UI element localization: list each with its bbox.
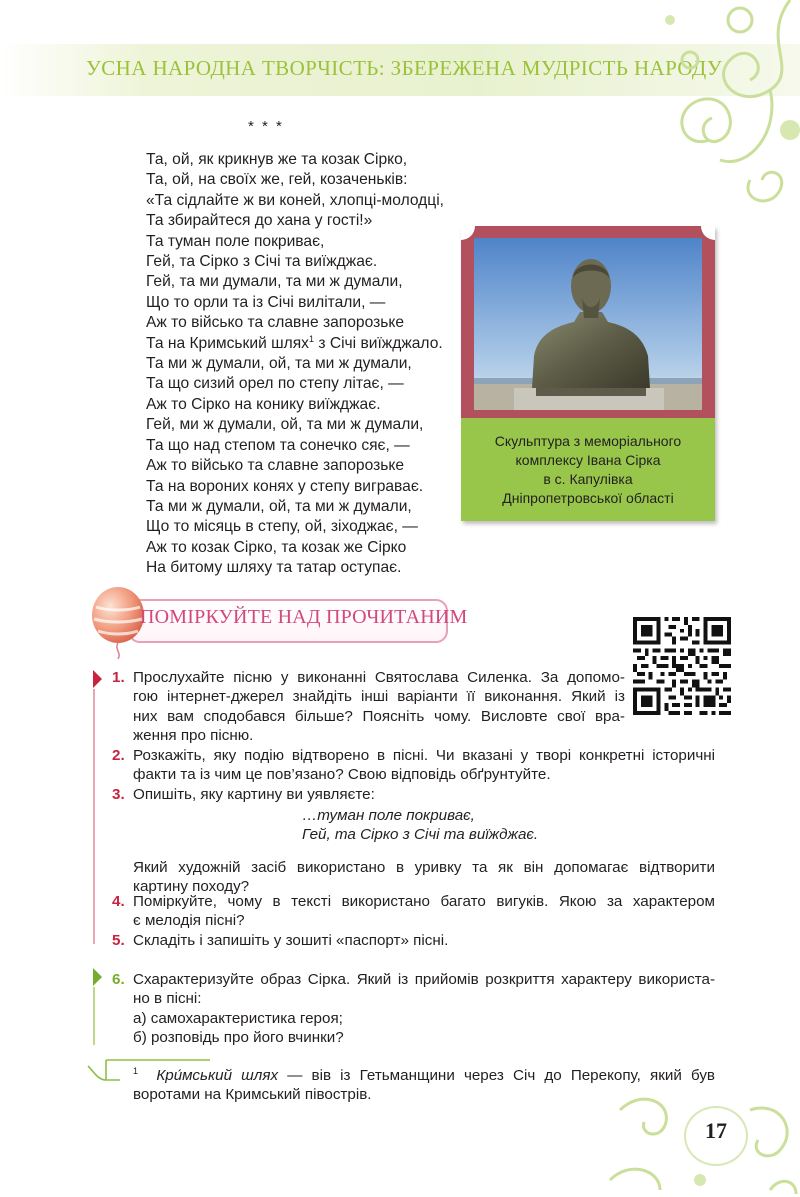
question-number: 4.	[112, 893, 125, 910]
question-line: Складіть і запишіть у зошиті «паспорт» пісні.	[133, 932, 449, 949]
poem-line: На битому шляху та татар оступає.	[146, 559, 402, 577]
caption-line: в с. Капулівка	[543, 470, 633, 487]
poem-line: Та ми ж думали, ой, та ми ж думали,	[146, 497, 412, 515]
question-line: Прослухайте пісню у виконанні Святослава Силенка. За допомо-	[133, 669, 625, 686]
caption-line: комплексу Івана Сірка	[515, 451, 661, 468]
page-number: 17	[705, 1118, 727, 1143]
poem-line: Та, ой, на своїх же, гей, козаченьків:	[146, 171, 408, 189]
question-line: Опишіть, яку картину ви уявляєте:	[133, 786, 375, 803]
poem-quote	[302, 806, 538, 845]
footnote-mark: 1	[133, 1066, 139, 1076]
section-banner	[84, 585, 468, 663]
question-number: 3.	[112, 786, 125, 803]
poem-line: Аж то козак Сірко, та козак же Сірко	[146, 538, 407, 556]
question-line: є мелодія пісні?	[133, 912, 245, 930]
question-number: 6.	[112, 971, 125, 988]
question-number: 2.	[112, 747, 125, 764]
poem-line-tail: з Січі виїжджало.	[314, 334, 443, 352]
footnote-term: Кри́мський шлях	[156, 1067, 279, 1084]
question-line: гою інтернет-джерел знайдіть інші варіанти її виконання. Який із	[133, 688, 625, 706]
poem-line: Аж то військо та славне запорозьке	[146, 457, 405, 475]
question-marker-green	[93, 968, 102, 986]
question-line: Розкажіть, яку подію відтворено в пісні. Чи вказані у творі конкретні історичні	[133, 747, 715, 764]
qr-code[interactable]	[633, 614, 731, 718]
poem-line: Аж то Сірко на конику виїжджає.	[146, 395, 381, 413]
poem-line: Аж то військо та славне запорозьке	[146, 314, 405, 332]
footnote-line	[133, 1066, 715, 1085]
poem-line: Та туман поле покриває,	[146, 232, 325, 250]
question-bar-red	[93, 689, 95, 944]
photo-caption	[461, 418, 715, 521]
poem-line: Гей, ми ж думали, ой, та ми ж думали,	[146, 416, 424, 434]
poem-line: Та на вороних конях у степу виграває.	[146, 477, 424, 495]
photo-frame	[461, 226, 715, 418]
question-bar-green	[93, 987, 95, 1045]
caption-line: Скульптура з меморіального	[494, 432, 682, 449]
footnote-text: — вів із Гетьманщини через Січ до Перекопу, який був	[278, 1067, 715, 1084]
question-line: Який художній засіб використано в уривку та як він допомагає відтворити	[133, 859, 715, 876]
poem-line: Гей, та Сірко з Січі та виїжджає.	[146, 253, 378, 271]
balloon-icon	[88, 585, 148, 659]
footnote-ref: 1	[308, 333, 314, 344]
caption-line: Дніпропетровської області	[502, 489, 674, 506]
question-line: Поміркуйте, чому в тексті використано багато вигуків. Якою за характером	[133, 893, 715, 910]
quote-line: …туман поле покриває,	[302, 807, 475, 824]
poem-line: «Та сідлайте ж ви коней, хлопці-молодці,	[146, 191, 444, 209]
question-number: 1.	[112, 669, 125, 686]
footnote-line: воротами на Кримський півострів.	[133, 1086, 372, 1104]
poem-line: Та збирайтеся до хана у гості!»	[146, 212, 373, 230]
question-number: 5.	[112, 932, 125, 949]
decorative-swirl-top	[640, 0, 800, 210]
question-line: Схарактеризуйте образ Сірка. Який із прийомів розкриття характеру використа-	[133, 971, 715, 988]
poem-line: Та ми ж думали, ой, та ми ж думали,	[146, 355, 412, 373]
poem-line	[146, 334, 476, 354]
photo-card	[461, 226, 715, 521]
poem-line: Що то орли та із Січі вилітали, —	[146, 293, 386, 311]
poem	[146, 150, 476, 579]
running-header: УСНА НАРОДНА ТВОРЧІСТЬ: ЗБЕРЕЖЕНА МУДРІСТЬ НАРОДУ	[86, 56, 723, 80]
poem-line: Та що над степом та сонечко сяє, —	[146, 436, 410, 454]
bust-image	[474, 238, 702, 410]
question-marker-red	[93, 670, 102, 688]
poem-line-head: Та на Кримський шлях	[146, 334, 309, 352]
monument-photo	[474, 238, 702, 410]
question-line: картину походу?	[133, 878, 250, 896]
question-line: ження про пісню.	[133, 727, 254, 745]
poem-separator: * * *	[248, 118, 284, 135]
section-title: ПОМІРКУЙТЕ НАД ПРОЧИТАНИМ	[140, 606, 468, 628]
quote-line: Гей, та Сірко з Січі та виїжджає.	[302, 826, 539, 844]
question-line: факти та із чим це пов’язано? Свою відповідь обґрунтуйте.	[133, 766, 551, 784]
question-line: б) розповідь про його вчинки?	[133, 1029, 344, 1047]
poem-line: Гей, та ми думали, та ми ж думали,	[146, 273, 403, 291]
question-line: них вам сподобався більше? Поясніть чому. Висловте свої вра-	[133, 707, 625, 725]
question-line: но в пісні:	[133, 990, 202, 1008]
poem-line: Що то місяць в степу, ой, зіходжає, —	[146, 518, 418, 536]
poem-line: Та, ой, як крикнув же та козак Сірко,	[146, 151, 408, 168]
poem-line: Та що сизий орел по степу літає, —	[146, 375, 404, 393]
question-line: а) самохарактеристика героя;	[133, 1009, 343, 1027]
